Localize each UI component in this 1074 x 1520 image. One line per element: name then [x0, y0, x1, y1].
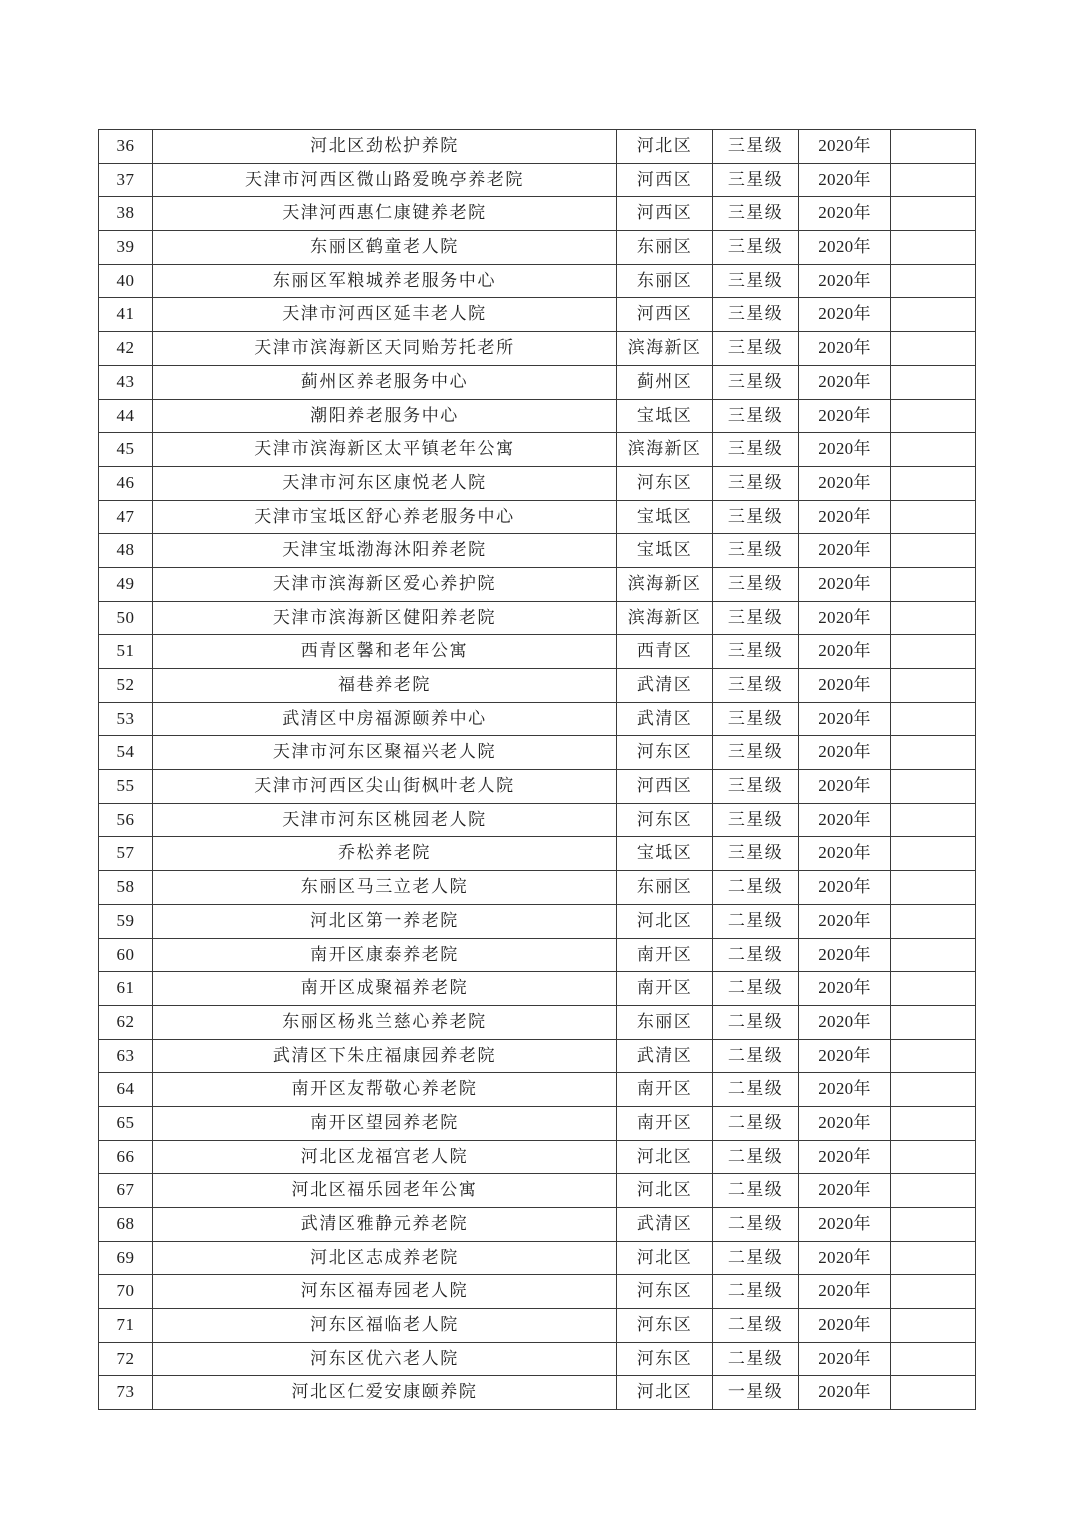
row-index-cell: 65 [99, 1106, 153, 1140]
institution-name-cell: 东丽区杨兆兰慈心养老院 [153, 1005, 617, 1039]
row-index-cell: 63 [99, 1039, 153, 1073]
institution-name-cell: 天津市宝坻区舒心养老服务中心 [153, 500, 617, 534]
district-cell: 东丽区 [617, 264, 713, 298]
star-rating-cell: 二星级 [713, 871, 799, 905]
year-cell: 2020年 [799, 231, 891, 265]
district-cell: 河东区 [617, 1342, 713, 1376]
star-rating-cell: 二星级 [713, 1140, 799, 1174]
district-cell: 宝坻区 [617, 534, 713, 568]
institution-name-cell: 河北区第一养老院 [153, 904, 617, 938]
star-rating-cell: 三星级 [713, 567, 799, 601]
district-cell: 宝坻区 [617, 500, 713, 534]
year-cell: 2020年 [799, 298, 891, 332]
remarks-cell [891, 534, 976, 568]
star-rating-cell: 二星级 [713, 1039, 799, 1073]
year-cell: 2020年 [799, 1376, 891, 1410]
institution-name-cell: 南开区望园养老院 [153, 1106, 617, 1140]
district-cell: 滨海新区 [617, 332, 713, 366]
star-rating-cell: 三星级 [713, 399, 799, 433]
year-cell: 2020年 [799, 1073, 891, 1107]
year-cell: 2020年 [799, 500, 891, 534]
star-rating-cell: 二星级 [713, 1342, 799, 1376]
star-rating-cell: 三星级 [713, 837, 799, 871]
year-cell: 2020年 [799, 601, 891, 635]
year-cell: 2020年 [799, 130, 891, 164]
year-cell: 2020年 [799, 1342, 891, 1376]
table-row [99, 1241, 976, 1275]
year-cell: 2020年 [799, 433, 891, 467]
institution-name-cell: 武清区下朱庄福康园养老院 [153, 1039, 617, 1073]
district-cell: 河西区 [617, 197, 713, 231]
star-rating-cell: 三星级 [713, 770, 799, 804]
row-index-cell: 57 [99, 837, 153, 871]
remarks-cell [891, 466, 976, 500]
institution-name-cell: 河东区福寿园老人院 [153, 1275, 617, 1309]
year-cell: 2020年 [799, 736, 891, 770]
remarks-cell [891, 433, 976, 467]
remarks-cell [891, 399, 976, 433]
table-row [99, 1275, 976, 1309]
remarks-cell [891, 1342, 976, 1376]
institution-name-cell: 福巷养老院 [153, 669, 617, 703]
row-index-cell: 61 [99, 972, 153, 1006]
star-rating-cell: 三星级 [713, 803, 799, 837]
star-rating-cell: 三星级 [713, 702, 799, 736]
institution-name-cell: 河北区仁爱安康颐养院 [153, 1376, 617, 1410]
remarks-cell [891, 972, 976, 1006]
row-index-cell: 40 [99, 264, 153, 298]
table-row [99, 702, 976, 736]
remarks-cell [891, 332, 976, 366]
remarks-cell [891, 938, 976, 972]
institution-name-cell: 河北区劲松护养院 [153, 130, 617, 164]
institution-name-cell: 天津市滨海新区健阳养老院 [153, 601, 617, 635]
year-cell: 2020年 [799, 1174, 891, 1208]
row-index-cell: 50 [99, 601, 153, 635]
institution-name-cell: 东丽区军粮城养老服务中心 [153, 264, 617, 298]
row-index-cell: 64 [99, 1073, 153, 1107]
remarks-cell [891, 567, 976, 601]
row-index-cell: 68 [99, 1208, 153, 1242]
table-row [99, 365, 976, 399]
institution-name-cell: 天津河西惠仁康键养老院 [153, 197, 617, 231]
row-index-cell: 39 [99, 231, 153, 265]
row-index-cell: 73 [99, 1376, 153, 1410]
table-row [99, 197, 976, 231]
year-cell: 2020年 [799, 770, 891, 804]
table-row [99, 231, 976, 265]
table-row [99, 803, 976, 837]
table-row [99, 736, 976, 770]
star-rating-cell: 三星级 [713, 433, 799, 467]
table-row [99, 669, 976, 703]
remarks-cell [891, 669, 976, 703]
table-row [99, 163, 976, 197]
district-cell: 南开区 [617, 1106, 713, 1140]
district-cell: 河北区 [617, 904, 713, 938]
table-row [99, 1140, 976, 1174]
year-cell: 2020年 [799, 972, 891, 1006]
remarks-cell [891, 130, 976, 164]
district-cell: 河北区 [617, 130, 713, 164]
district-cell: 滨海新区 [617, 601, 713, 635]
row-index-cell: 69 [99, 1241, 153, 1275]
remarks-cell [891, 264, 976, 298]
district-cell: 东丽区 [617, 231, 713, 265]
institution-name-cell: 河东区福临老人院 [153, 1309, 617, 1343]
remarks-cell [891, 500, 976, 534]
star-rating-cell: 二星级 [713, 1073, 799, 1107]
remarks-cell [891, 635, 976, 669]
institution-name-cell: 蓟州区养老服务中心 [153, 365, 617, 399]
table-row [99, 332, 976, 366]
district-cell: 西青区 [617, 635, 713, 669]
remarks-cell [891, 1376, 976, 1410]
table-row [99, 1208, 976, 1242]
remarks-cell [891, 702, 976, 736]
row-index-cell: 41 [99, 298, 153, 332]
row-index-cell: 49 [99, 567, 153, 601]
row-index-cell: 59 [99, 904, 153, 938]
remarks-cell [891, 1005, 976, 1039]
table-row [99, 837, 976, 871]
table-row [99, 399, 976, 433]
year-cell: 2020年 [799, 534, 891, 568]
star-rating-cell: 三星级 [713, 298, 799, 332]
remarks-cell [891, 231, 976, 265]
year-cell: 2020年 [799, 163, 891, 197]
table-row [99, 433, 976, 467]
year-cell: 2020年 [799, 1309, 891, 1343]
row-index-cell: 47 [99, 500, 153, 534]
table-row [99, 770, 976, 804]
district-cell: 南开区 [617, 972, 713, 1006]
district-cell: 滨海新区 [617, 433, 713, 467]
star-rating-cell: 三星级 [713, 534, 799, 568]
table-row [99, 938, 976, 972]
district-cell: 河东区 [617, 1309, 713, 1343]
star-rating-cell: 二星级 [713, 1106, 799, 1140]
elderly-care-ratings-table [98, 129, 976, 1410]
star-rating-cell: 二星级 [713, 938, 799, 972]
institution-name-cell: 武清区中房福源颐养中心 [153, 702, 617, 736]
star-rating-cell: 三星级 [713, 669, 799, 703]
district-cell: 南开区 [617, 1073, 713, 1107]
table-row [99, 264, 976, 298]
row-index-cell: 52 [99, 669, 153, 703]
remarks-cell [891, 871, 976, 905]
row-index-cell: 70 [99, 1275, 153, 1309]
institution-name-cell: 天津市河西区微山路爱晚亭养老院 [153, 163, 617, 197]
year-cell: 2020年 [799, 1106, 891, 1140]
district-cell: 蓟州区 [617, 365, 713, 399]
star-rating-cell: 三星级 [713, 197, 799, 231]
remarks-cell [891, 1073, 976, 1107]
star-rating-cell: 二星级 [713, 1309, 799, 1343]
institution-name-cell: 天津市滨海新区太平镇老年公寓 [153, 433, 617, 467]
star-rating-cell: 三星级 [713, 231, 799, 265]
district-cell: 宝坻区 [617, 399, 713, 433]
institution-name-cell: 河东区优六老人院 [153, 1342, 617, 1376]
star-rating-cell: 三星级 [713, 163, 799, 197]
row-index-cell: 58 [99, 871, 153, 905]
star-rating-cell: 三星级 [713, 466, 799, 500]
star-rating-cell: 二星级 [713, 972, 799, 1006]
row-index-cell: 48 [99, 534, 153, 568]
year-cell: 2020年 [799, 567, 891, 601]
year-cell: 2020年 [799, 871, 891, 905]
institution-name-cell: 天津市河西区延丰老人院 [153, 298, 617, 332]
star-rating-cell: 三星级 [713, 332, 799, 366]
star-rating-cell: 三星级 [713, 736, 799, 770]
year-cell: 2020年 [799, 938, 891, 972]
remarks-cell [891, 163, 976, 197]
table-row [99, 1342, 976, 1376]
row-index-cell: 71 [99, 1309, 153, 1343]
institution-name-cell: 乔松养老院 [153, 837, 617, 871]
year-cell: 2020年 [799, 332, 891, 366]
star-rating-cell: 三星级 [713, 500, 799, 534]
remarks-cell [891, 601, 976, 635]
row-index-cell: 38 [99, 197, 153, 231]
star-rating-cell: 三星级 [713, 635, 799, 669]
institution-name-cell: 天津市河东区康悦老人院 [153, 466, 617, 500]
remarks-cell [891, 904, 976, 938]
institution-name-cell: 东丽区马三立老人院 [153, 871, 617, 905]
institution-name-cell: 河北区福乐园老年公寓 [153, 1174, 617, 1208]
district-cell: 河西区 [617, 298, 713, 332]
district-cell: 河北区 [617, 1140, 713, 1174]
district-cell: 河北区 [617, 1174, 713, 1208]
institution-name-cell: 河北区龙福宫老人院 [153, 1140, 617, 1174]
district-cell: 武清区 [617, 702, 713, 736]
row-index-cell: 54 [99, 736, 153, 770]
institution-name-cell: 天津市河东区聚福兴老人院 [153, 736, 617, 770]
district-cell: 河东区 [617, 1275, 713, 1309]
star-rating-cell: 一星级 [713, 1376, 799, 1410]
star-rating-cell: 二星级 [713, 1241, 799, 1275]
table-row [99, 1174, 976, 1208]
table-row [99, 1039, 976, 1073]
district-cell: 滨海新区 [617, 567, 713, 601]
institution-name-cell: 河北区志成养老院 [153, 1241, 617, 1275]
year-cell: 2020年 [799, 365, 891, 399]
row-index-cell: 72 [99, 1342, 153, 1376]
district-cell: 宝坻区 [617, 837, 713, 871]
institution-name-cell: 天津市滨海新区爱心养护院 [153, 567, 617, 601]
institution-name-cell: 潮阳养老服务中心 [153, 399, 617, 433]
remarks-cell [891, 1275, 976, 1309]
remarks-cell [891, 1140, 976, 1174]
row-index-cell: 46 [99, 466, 153, 500]
table-row [99, 466, 976, 500]
remarks-cell [891, 803, 976, 837]
remarks-cell [891, 1106, 976, 1140]
row-index-cell: 45 [99, 433, 153, 467]
year-cell: 2020年 [799, 1208, 891, 1242]
year-cell: 2020年 [799, 1140, 891, 1174]
ratings-table-body [99, 130, 976, 1410]
district-cell: 南开区 [617, 938, 713, 972]
star-rating-cell: 二星级 [713, 904, 799, 938]
district-cell: 河东区 [617, 466, 713, 500]
table-row [99, 904, 976, 938]
row-index-cell: 66 [99, 1140, 153, 1174]
year-cell: 2020年 [799, 466, 891, 500]
institution-name-cell: 南开区成聚福养老院 [153, 972, 617, 1006]
remarks-cell [891, 365, 976, 399]
table-row [99, 1005, 976, 1039]
table-row [99, 871, 976, 905]
year-cell: 2020年 [799, 635, 891, 669]
table-row [99, 601, 976, 635]
year-cell: 2020年 [799, 1241, 891, 1275]
year-cell: 2020年 [799, 264, 891, 298]
institution-name-cell: 南开区康泰养老院 [153, 938, 617, 972]
row-index-cell: 37 [99, 163, 153, 197]
ratings-table-container [98, 129, 975, 1410]
remarks-cell [891, 1241, 976, 1275]
table-row [99, 1376, 976, 1410]
institution-name-cell: 天津宝坻渤海沐阳养老院 [153, 534, 617, 568]
year-cell: 2020年 [799, 1005, 891, 1039]
district-cell: 武清区 [617, 1208, 713, 1242]
row-index-cell: 43 [99, 365, 153, 399]
row-index-cell: 67 [99, 1174, 153, 1208]
year-cell: 2020年 [799, 669, 891, 703]
star-rating-cell: 三星级 [713, 264, 799, 298]
year-cell: 2020年 [799, 803, 891, 837]
star-rating-cell: 三星级 [713, 601, 799, 635]
row-index-cell: 36 [99, 130, 153, 164]
star-rating-cell: 二星级 [713, 1275, 799, 1309]
table-row [99, 1073, 976, 1107]
district-cell: 河西区 [617, 163, 713, 197]
district-cell: 武清区 [617, 1039, 713, 1073]
table-row [99, 534, 976, 568]
star-rating-cell: 二星级 [713, 1005, 799, 1039]
row-index-cell: 55 [99, 770, 153, 804]
institution-name-cell: 天津市滨海新区天同贻芳托老所 [153, 332, 617, 366]
remarks-cell [891, 1174, 976, 1208]
star-rating-cell: 三星级 [713, 365, 799, 399]
row-index-cell: 44 [99, 399, 153, 433]
remarks-cell [891, 736, 976, 770]
row-index-cell: 56 [99, 803, 153, 837]
institution-name-cell: 南开区友帮敬心养老院 [153, 1073, 617, 1107]
district-cell: 东丽区 [617, 871, 713, 905]
row-index-cell: 51 [99, 635, 153, 669]
table-row [99, 500, 976, 534]
district-cell: 河东区 [617, 736, 713, 770]
remarks-cell [891, 298, 976, 332]
institution-name-cell: 武清区雅静元养老院 [153, 1208, 617, 1242]
table-row [99, 298, 976, 332]
table-row [99, 635, 976, 669]
star-rating-cell: 二星级 [713, 1174, 799, 1208]
remarks-cell [891, 837, 976, 871]
year-cell: 2020年 [799, 702, 891, 736]
table-row [99, 130, 976, 164]
table-row [99, 567, 976, 601]
star-rating-cell: 三星级 [713, 130, 799, 164]
district-cell: 河西区 [617, 770, 713, 804]
year-cell: 2020年 [799, 399, 891, 433]
remarks-cell [891, 1039, 976, 1073]
row-index-cell: 42 [99, 332, 153, 366]
remarks-cell [891, 197, 976, 231]
table-row [99, 972, 976, 1006]
year-cell: 2020年 [799, 904, 891, 938]
institution-name-cell: 西青区馨和老年公寓 [153, 635, 617, 669]
institution-name-cell: 天津市河西区尖山街枫叶老人院 [153, 770, 617, 804]
year-cell: 2020年 [799, 837, 891, 871]
row-index-cell: 53 [99, 702, 153, 736]
remarks-cell [891, 1208, 976, 1242]
remarks-cell [891, 770, 976, 804]
district-cell: 武清区 [617, 669, 713, 703]
district-cell: 河北区 [617, 1376, 713, 1410]
institution-name-cell: 天津市河东区桃园老人院 [153, 803, 617, 837]
district-cell: 河北区 [617, 1241, 713, 1275]
star-rating-cell: 二星级 [713, 1208, 799, 1242]
institution-name-cell: 东丽区鹤童老人院 [153, 231, 617, 265]
table-row [99, 1309, 976, 1343]
row-index-cell: 62 [99, 1005, 153, 1039]
table-row [99, 1106, 976, 1140]
district-cell: 东丽区 [617, 1005, 713, 1039]
remarks-cell [891, 1309, 976, 1343]
year-cell: 2020年 [799, 197, 891, 231]
year-cell: 2020年 [799, 1039, 891, 1073]
year-cell: 2020年 [799, 1275, 891, 1309]
district-cell: 河东区 [617, 803, 713, 837]
row-index-cell: 60 [99, 938, 153, 972]
